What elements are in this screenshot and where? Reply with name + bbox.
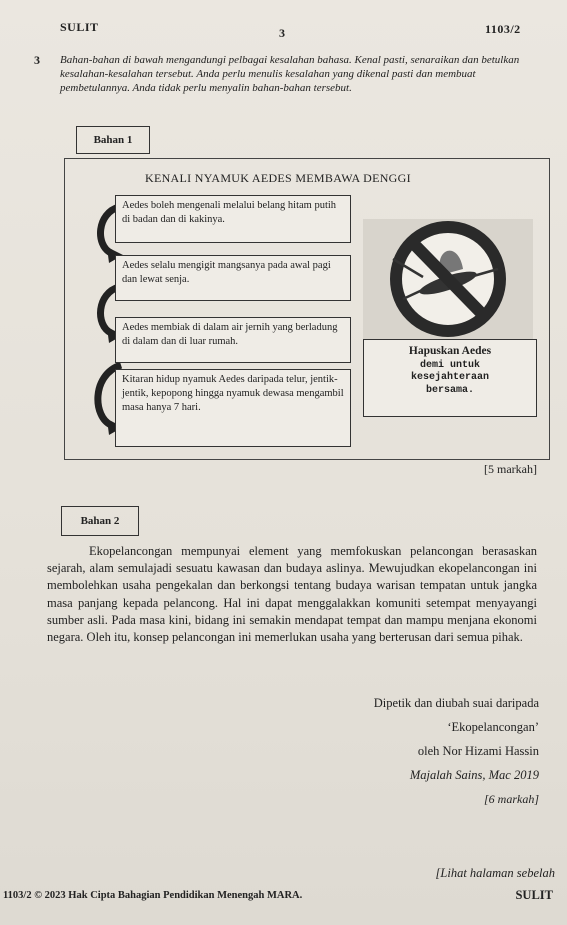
- footer-classification: SULIT: [515, 888, 553, 902]
- source-line-3: oleh Nor Hizami Hassin: [417, 744, 539, 758]
- bahan2-passage: Ekopelancongan mempunyai element yang memfokuskan pelancongan berasaskan sejarah, alam semulajadi sesuatu kawasan dan budaya aslinya. Mewujudkan ekopelancongan ini membolehkan usaha pengekalan dan berkongsi tentang budaya warisan tempatan untuk jangka masa panjang kepada pelancong. Hal ini dapat menggalakkan komuniti setempat menyayangi sumber asli. Pada masa kini, bidang ini semakin mendapat tempat dan mampu menjana ekonomi negara. Oleh itu, konsep pelancongan ini memerlukan usaha yang berterusan dari semua pihak.: [47, 544, 537, 645]
- no-mosquito-icon: [363, 219, 533, 339]
- slogan-box: [363, 339, 537, 417]
- copyright-notice: 1103/2 © 2023 Hak Cipta Bahagian Pendidikan Menengah MARA.: [3, 890, 303, 901]
- question-instruction: Bahan-bahan di bawah mengandungi pelbagai kesalahan bahasa. Kenal pasti, senaraikan dan betulkan kesalahan-kesalahan tersebut. Anda perlu menulis kesalahan yang dikenal pasti dan membuat pembetulannya. Anda tidak perlu menyalin bahan-bahan tersebut.: [60, 54, 520, 94]
- page-number: 3: [279, 26, 286, 40]
- info-box-1: Aedes boleh mengenali melalui belang hitam putih di badan dan di kakinya.: [115, 195, 351, 243]
- info-box-2: Aedes selalu mengigit mangsanya pada awal pagi dan lewat senja.: [115, 255, 351, 301]
- bahan1-label: Bahan 1: [76, 126, 150, 154]
- header-classification: SULIT: [60, 20, 99, 34]
- info-box-3: Aedes membiak di dalam air jernih yang berladung di dalam dan di luar rumah.: [115, 317, 351, 363]
- source-line-2: ‘Ekopelancongan’: [447, 720, 539, 734]
- question-number: 3: [34, 53, 40, 67]
- turn-page-note: [Lihat halaman sebelah: [435, 866, 555, 880]
- bahan1-poster: [64, 158, 550, 460]
- bahan2-marks: [6 markah]: [483, 792, 539, 806]
- source-line-4: Majalah Sains, Mac 2019: [409, 768, 539, 782]
- slogan-line-3: kesejahteraan: [410, 372, 489, 383]
- slogan-line-1: Hapuskan Aedes: [408, 345, 492, 357]
- source-line-1: Dipetik dan diubah suai daripada: [373, 696, 539, 710]
- slogan-line-4: bersama.: [425, 385, 474, 396]
- slogan-line-2: demi untuk: [419, 360, 480, 371]
- bahan2-label: Bahan 2: [61, 506, 139, 536]
- poster-title: KENALI NYAMUK AEDES MEMBAWA DENGGI: [145, 171, 411, 185]
- info-box-4: Kitaran hidup nyamuk Aedes daripada telur, jentik-jentik, kepopong hingga nyamuk dewasa mengambil masa hanya 7 hari.: [115, 369, 351, 447]
- bahan1-marks: [5 markah]: [484, 462, 537, 476]
- paper-code: 1103/2: [485, 22, 521, 36]
